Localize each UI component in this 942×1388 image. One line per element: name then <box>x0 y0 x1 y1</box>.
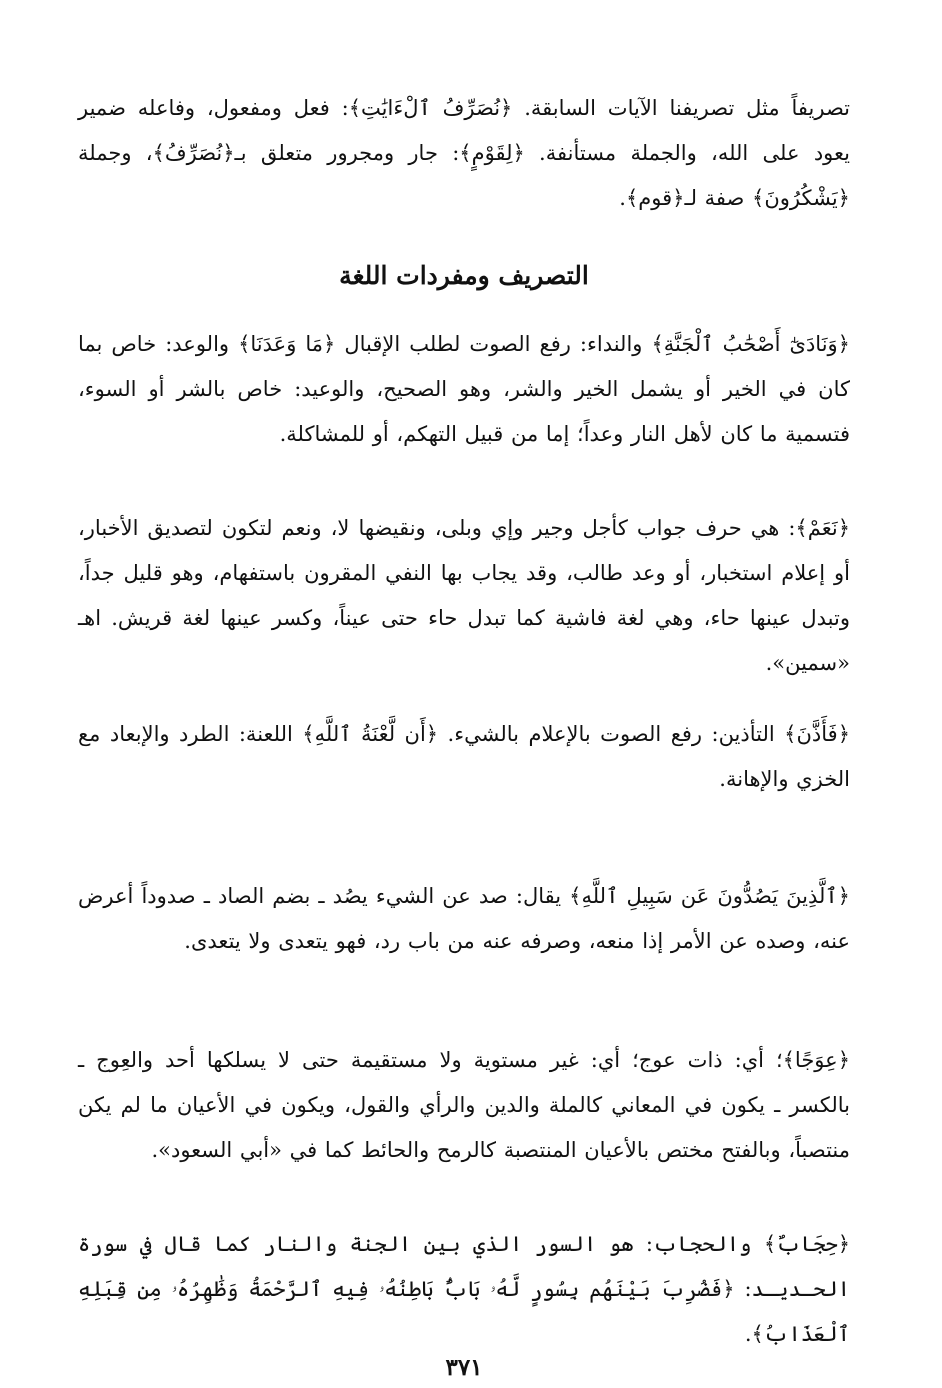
section-heading: التصريف ومفردات اللغة <box>339 261 589 290</box>
paragraph-naam: ﴿نَعَمْ﴾: هي حرف جواب كأجل وجير وإي وبلى، ونقيضها لا، ونعم لتكون لتصديق الأخبار، أو إعلام استخبار، أو وعد طالب، وقد يجاب بها النفي المقرون باستفهام، وهو قليل جداً، وتبدل عينها حاء، وهي لغة فاشية كما تبدل حاء حتى عيناً، وكسر عينها لغة قريش. اهـ «سمين». <box>78 516 850 675</box>
paragraph-wanada: ﴿وَنَادَىٰٓ أَصْحَٰبُ ٱلْجَنَّةِ﴾ والنداء: رفع الصوت لطلب الإقبال ﴿مَا وَعَدَنَا﴾ والوعد: خاص بما كان في الخير أو يشمل الخير والشر، وهو الصحيح، والوعيد: خاص بالشر أو السوء، فتسمية ما كان لأهل النار وعداً؛ إما من قبيل التهكم، أو للمشاكلة. <box>78 332 850 446</box>
paragraph-hijab: ﴿حِجَابٌ﴾ والحجاب: هو السور الذي بين الجنة والنار كما قال في سورة الحـديـد: ﴿فَضُرِبَ بَيْنَهُم بِسُورٍ لَّهُۥ بَابٌۢ بَاطِنُهُۥ فِيهِ ٱلرَّحْمَةُ وَظَٰهِرُهُۥ مِن قِبَلِهِ ٱلْعَذَابُ﴾. <box>78 1232 850 1346</box>
paragraph-yasuddun: ﴿ٱلَّذِينَ يَصُدُّونَ عَن سَبِيلِ ٱللَّهِ﴾ يقال: صد عن الشيء يصُد ـ بضم الصاد ـ صدوداً أعرض عنه، وصده عن الأمر إذا منعه، وصرفه عنه من باب رد، فهو يتعدى ولا يتعدى. <box>78 884 850 953</box>
page-number: ٣٧١ <box>445 1354 483 1381</box>
paragraph-faadhdhana: ﴿فَأَذَّنَ﴾ التأذين: رفع الصوت بالإعلام بالشيء. ﴿أَن لَّعْنَةُ ٱللَّهِ﴾ اللعنة: الطرد والإبعاد مع الخزي والإهانة. <box>78 722 850 791</box>
book-page <box>78 86 850 1381</box>
paragraph-iwaja: ﴿عِوَجًا﴾؛ أي: ذات عوج؛ أي: غير مستوية ولا مستقيمة حتى لا يسلكها أحد والعِوج ـ بالكسر ـ يكون في المعاني كالملة والدين والرأي والقول، ويكون في الأعيان ما لم يكن منتصباً، وبالفتح مختص بالأعيان المنتصبة كالرمح والحائط كما في «أبي السعود». <box>78 1048 850 1162</box>
paragraph-continuation: تصريفاً مثل تصريفنا الآيات السابقة. ﴿نُصَرِّفُ ٱلْءَايَٰتِ﴾: فعل ومفعول، وفاعله ضمير يعود على الله، والجملة مستأنفة. ﴿لِقَوْمٍ﴾: جار ومجرور متعلق بـ﴿نُصَرِّفُ﴾، وجملة ﴿يَشْكُرُونَ﴾ صفة لـ﴿قوم﴾. <box>78 96 850 210</box>
